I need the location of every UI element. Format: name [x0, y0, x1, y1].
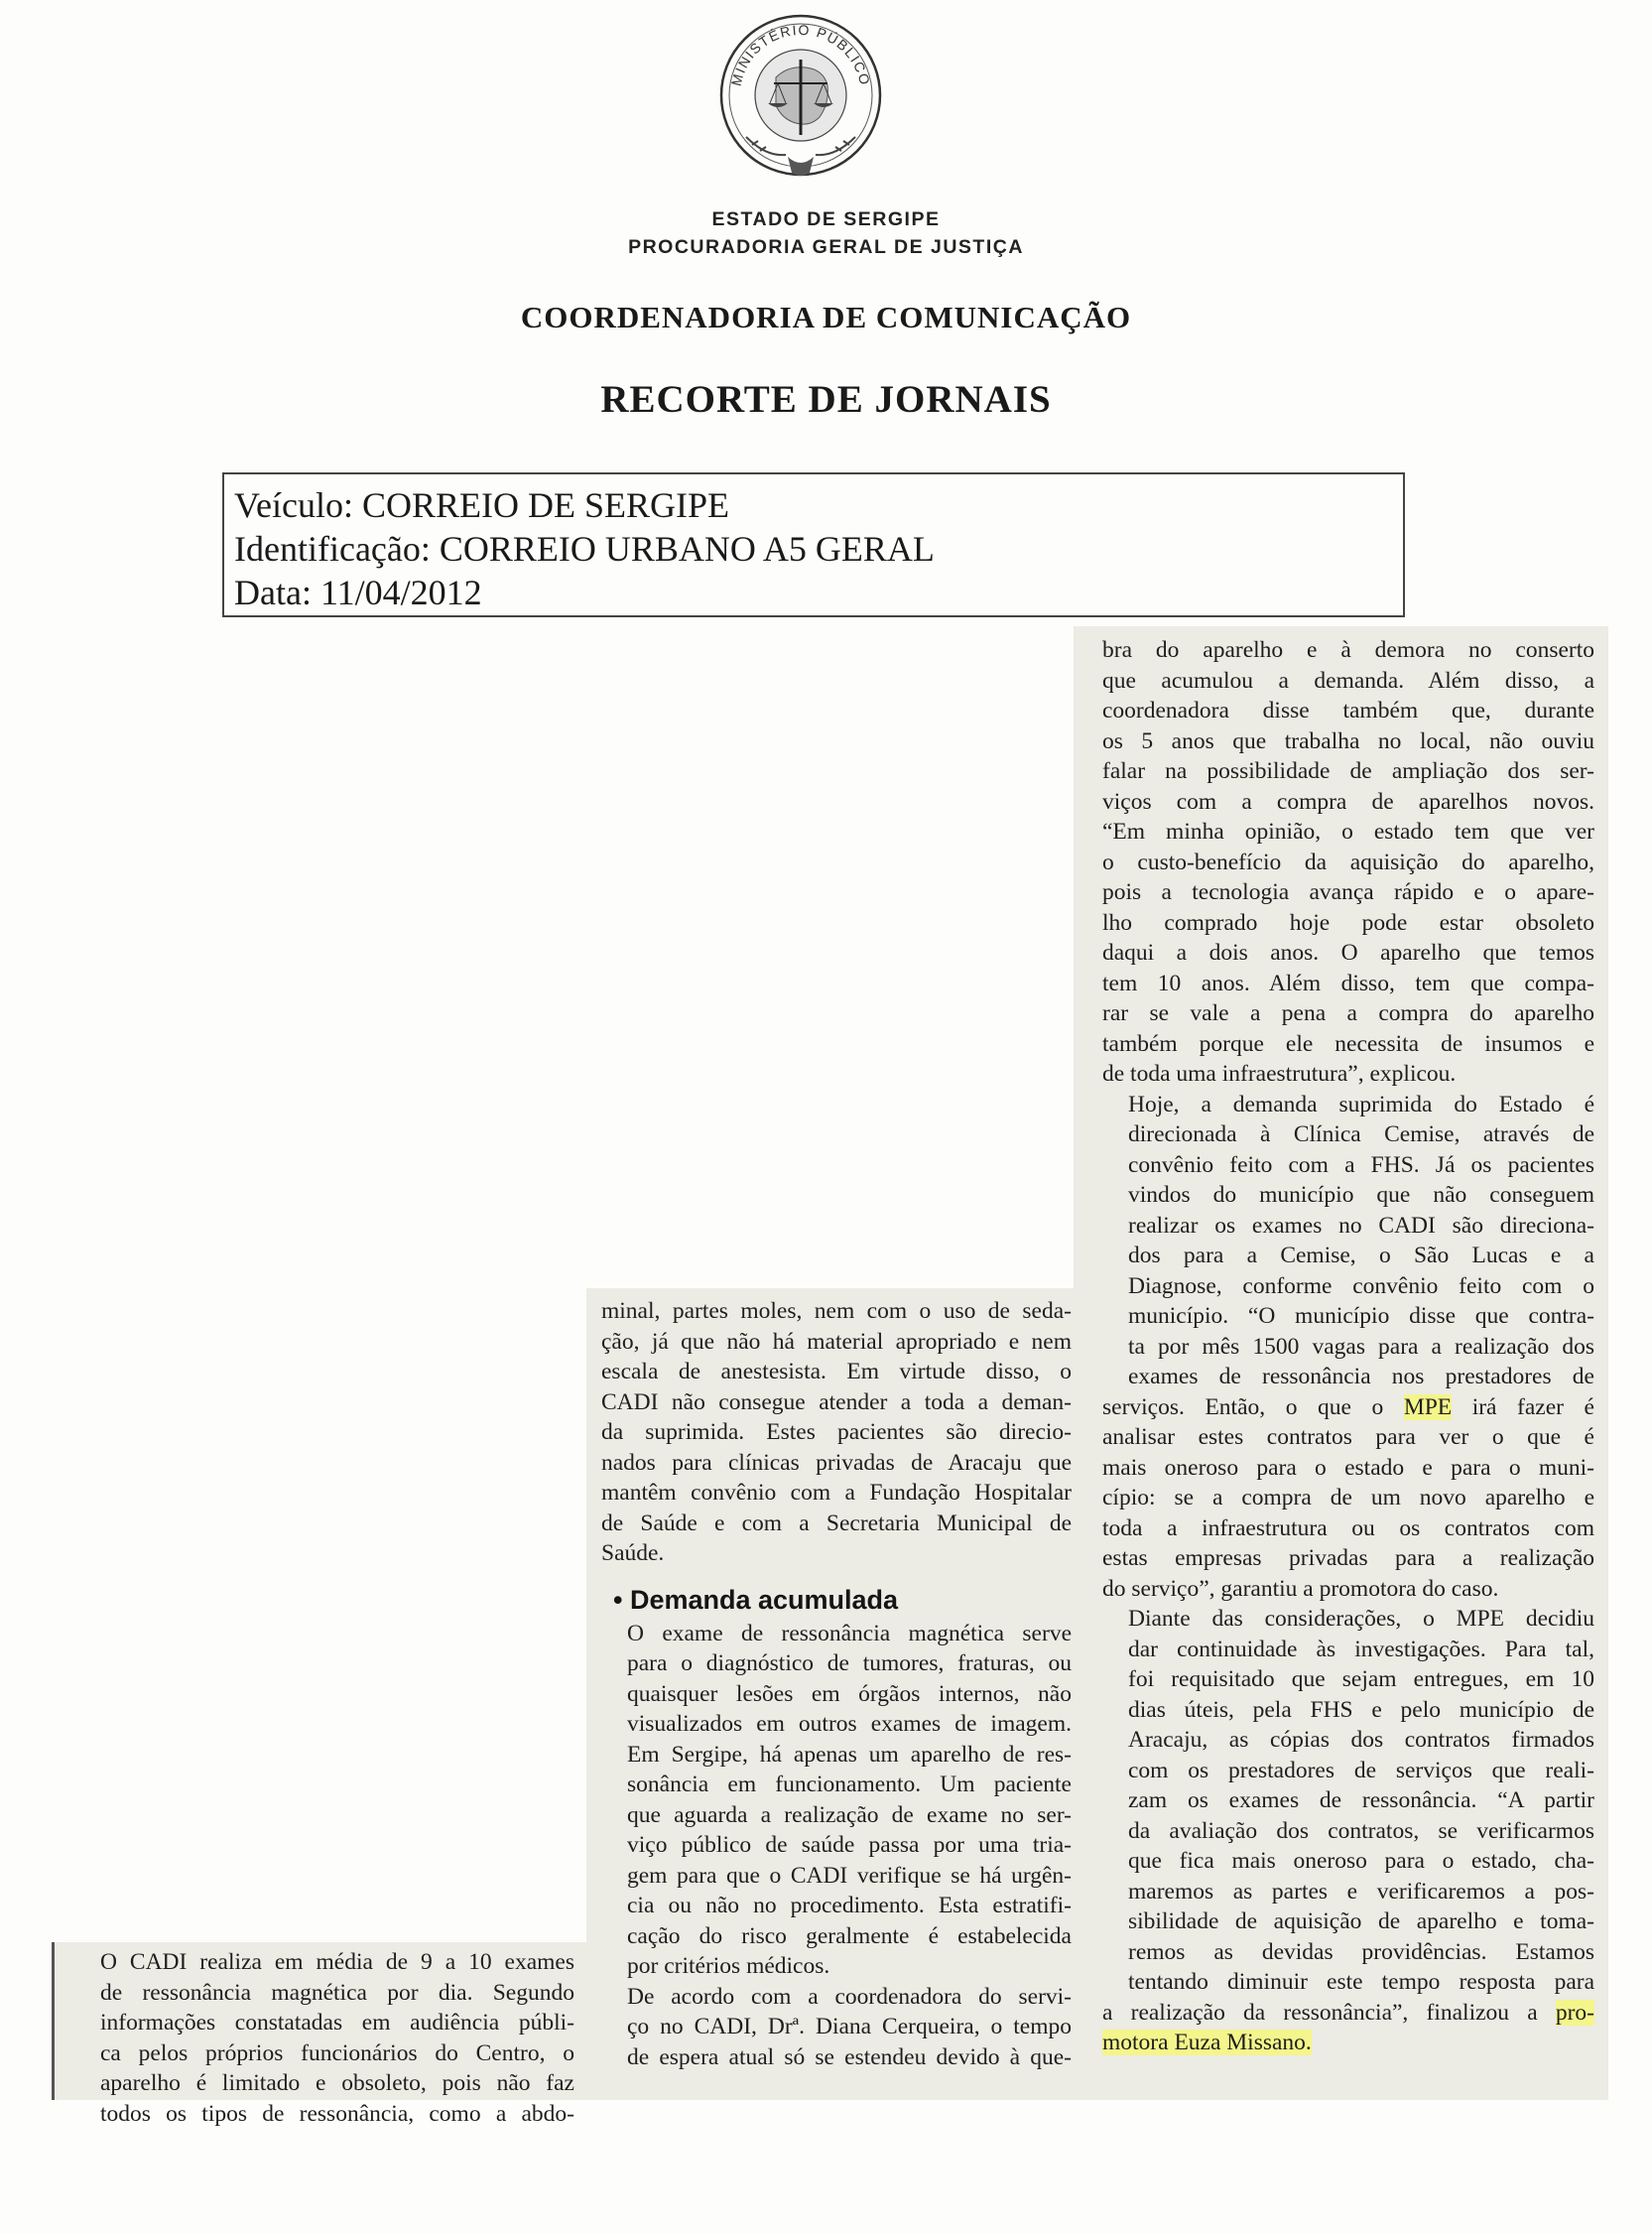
text-line: município. “O município disse que contra-: [1128, 1303, 1594, 1329]
text-line: que aguarda a realização de exame no ser-: [627, 1801, 1072, 1828]
paragraph-line: [1102, 1392, 1594, 1423]
paragraph: [1102, 1422, 1594, 1604]
department-title: COORDENADORIA DE COMUNICAÇÃO: [520, 300, 1132, 334]
text-line: cação do risco geralmente é estabelecida: [627, 1922, 1072, 1949]
text-line: rar se vale a pena a compra do aparelho: [1102, 1000, 1594, 1026]
text-line: ço no CADI, Drª. Diana Cerqueira, o tempo: [627, 2014, 1072, 2039]
text-line: “Em minha opinião, o estado tem que ver: [1102, 819, 1594, 845]
text-line: direcionada à Clínica Cemise, através de: [1128, 1121, 1594, 1147]
text-line: ção, já que não há material apropriado e nem: [601, 1328, 1072, 1355]
text-line: sibilidade de aquisição de aparelho e toma-: [1128, 1908, 1594, 1934]
text-line: que acumulou a demanda. Além disso, a: [1102, 667, 1594, 694]
text-span: irá fazer é: [1452, 1393, 1594, 1420]
paragraph: [1102, 1090, 1594, 1392]
text-line: os 5 anos que trabalha no local, não ouviu: [1102, 727, 1594, 754]
text-line: toda a infraestrutura ou os contratos com: [1102, 1514, 1594, 1541]
text-line: ta por mês 1500 vagas para a realização dos: [1128, 1333, 1594, 1360]
text-line: realizar os exames no CADI são direciona-: [1128, 1212, 1594, 1239]
ministerio-publico-seal-icon: [716, 8, 885, 195]
text-line: o custo-benefício da aquisição do aparelho,: [1102, 849, 1594, 875]
text-line: Diagnose, conforme convênio feito com o: [1128, 1272, 1594, 1299]
text-line: para o diagnóstico de tumores, fraturas, ou: [627, 1650, 1072, 1676]
text-line: exames de ressonância nos prestadores de: [1128, 1364, 1594, 1389]
text-line: analisar estes contratos para ver o que é: [1102, 1424, 1594, 1450]
paragraph: [601, 1296, 1072, 1569]
paragraph: [74, 1947, 574, 2129]
paragraph-line: [1102, 1998, 1594, 2058]
text-line: foi requisitado que sejam entregues, em 10: [1128, 1666, 1594, 1692]
text-line: remos as devidas providências. Estamos: [1128, 1938, 1594, 1965]
text-line: minal, partes moles, nem com o uso de seda-: [601, 1298, 1072, 1324]
text-line: Em Sergipe, há apenas um aparelho de res-: [627, 1741, 1072, 1768]
date-line: Data: 11/04/2012: [234, 573, 482, 612]
text-line: visualizados em outros exames de imagem.: [627, 1711, 1072, 1737]
text-line: dos para a Cemise, o São Lucas e a: [1128, 1243, 1594, 1268]
text-line: lho comprado hoje pode estar obsoleto: [1102, 909, 1594, 936]
highlighted-promotora: pro-: [1555, 1999, 1594, 2026]
text-line: estas empresas privadas para a realização: [1102, 1545, 1594, 1571]
paragraph: [601, 1619, 1072, 1982]
text-line: sonância em funcionamento. Um paciente: [627, 1772, 1072, 1797]
text-line: daqui a dois anos. O aparelho que temos: [1102, 940, 1594, 966]
text-line: falar na possibilidade de ampliação dos ser-: [1102, 758, 1594, 784]
text-line: aparelho é limitado e obsoleto, pois não faz: [100, 2070, 574, 2096]
seal-text: MINISTÉRIO PÚBLICO: [727, 21, 874, 88]
article-left-column: [74, 1947, 574, 2129]
section-subheading: • Demanda acumulada: [613, 1584, 899, 1615]
text-line: De acordo com a coordenadora do servi-: [627, 1983, 1072, 2010]
highlighted-signature: motora Euza Missano.: [1102, 2030, 1312, 2055]
text-span: serviços. Então, o que o: [1102, 1393, 1404, 1420]
attorney-general-office: PROCURADORIA GERAL DE JUSTIÇA: [628, 236, 1024, 258]
text-line: bra do aparelho e à demora no conserto: [1102, 637, 1594, 663]
article-middle-column: [601, 1296, 1072, 2072]
paragraph: [1102, 1604, 1594, 1998]
text-line: pois a tecnologia avança rápido e o apare-: [1102, 879, 1594, 905]
text-line: de espera atual só se estendeu devido à que-: [627, 2043, 1072, 2070]
text-line: zam os exames de ressonância. “A partir: [1128, 1787, 1594, 1813]
text-line: informações constatadas em audiência públi-: [100, 2010, 574, 2036]
clipping-info-box: [222, 472, 1405, 617]
text-line: Hoje, a demanda suprimida do Estado é: [1128, 1091, 1594, 1117]
text-line: com os prestadores de serviços que reali-: [1128, 1757, 1594, 1783]
text-line: Aracaju, as cópias dos contratos firmados: [1128, 1727, 1594, 1753]
vehicle-line: Veículo: CORREIO DE SERGIPE: [234, 485, 729, 525]
text-line: Saúde.: [601, 1540, 665, 1566]
paragraph: [1102, 635, 1594, 1090]
text-line: cípio: se a compra de um novo aparelho e: [1102, 1485, 1594, 1511]
paragraph: [601, 1982, 1072, 2073]
text-line: de Saúde e com a Secretaria Municipal de: [601, 1510, 1072, 1536]
text-line: gem para que o CADI verifique se há urgên-: [627, 1862, 1072, 1889]
text-line: dar continuidade às investigações. Para tal,: [1128, 1636, 1594, 1662]
text-line: cia ou não no procedimento. Esta estratifi-: [627, 1893, 1072, 1918]
text-line: maremos as partes e verificaremos a pos-: [1128, 1878, 1594, 1905]
text-line: nados para clínicas privadas de Aracaju que: [601, 1449, 1072, 1476]
text-line: coordenadora disse também que, durante: [1102, 698, 1594, 723]
text-line: CADI não consegue atender a toda a deman-: [601, 1388, 1072, 1415]
text-line: dias úteis, pela FHS e pelo município de: [1128, 1696, 1594, 1723]
text-line: também porque ele necessita de insumos e: [1102, 1030, 1594, 1057]
state-name: ESTADO DE SERGIPE: [711, 208, 941, 230]
text-line: tentando diminuir este tempo resposta para: [1128, 1969, 1594, 1995]
article-right-column: [1102, 635, 1594, 2058]
text-line: que fica mais oneroso para o estado, cha-: [1128, 1848, 1594, 1874]
text-line: de ressonância magnética por dia. Segundo: [100, 1979, 574, 2006]
highlighted-mpe: MPE: [1403, 1393, 1453, 1420]
identification-line: Identificação: CORREIO URBANO A5 GERAL: [234, 529, 935, 569]
text-line: de toda uma infraestrutura”, explicou.: [1102, 1061, 1457, 1087]
text-line: vindos do município que não conseguem: [1128, 1182, 1594, 1208]
text-line: viço público de saúde passa por uma tria-: [627, 1832, 1072, 1858]
text-line: da avaliação dos contratos, se verificarmos: [1128, 1817, 1594, 1844]
text-line: mantêm convênio com a Fundação Hospitalar: [601, 1480, 1072, 1506]
text-line: Diante das considerações, o MPE decidiu: [1128, 1606, 1594, 1632]
text-line: mais oneroso para o estado e para o muni-: [1102, 1454, 1594, 1481]
text-line: escala de anestesista. Em virtude disso, o: [601, 1359, 1072, 1384]
text-line: convênio feito com a FHS. Já os pacientes: [1128, 1151, 1594, 1178]
page-title: RECORTE DE JORNAIS: [600, 378, 1052, 421]
text-line: tem 10 anos. Além disso, tem que compa-: [1102, 970, 1594, 996]
text-line: da suprimida. Estes pacientes são direcio-: [601, 1419, 1072, 1445]
text-line: O CADI realiza em média de 9 a 10 exames: [100, 1949, 574, 1975]
text-line: por critérios médicos.: [627, 1953, 830, 1979]
text-line: quaisquer lesões em órgãos internos, não: [627, 1680, 1072, 1707]
text-line: viços com a compra de aparelhos novos.: [1102, 788, 1594, 815]
text-line: O exame de ressonância magnética serve: [627, 1620, 1072, 1646]
text-line: todos os tipos de ressonância, como a abdo-: [100, 2100, 574, 2127]
text-span: a realização da ressonância”, finalizou a: [1102, 1999, 1556, 2026]
text-line: ca pelos próprios funcionários do Centro, o: [100, 2039, 574, 2066]
text-line: do serviço”, garantiu a promotora do caso.: [1102, 1575, 1499, 1602]
